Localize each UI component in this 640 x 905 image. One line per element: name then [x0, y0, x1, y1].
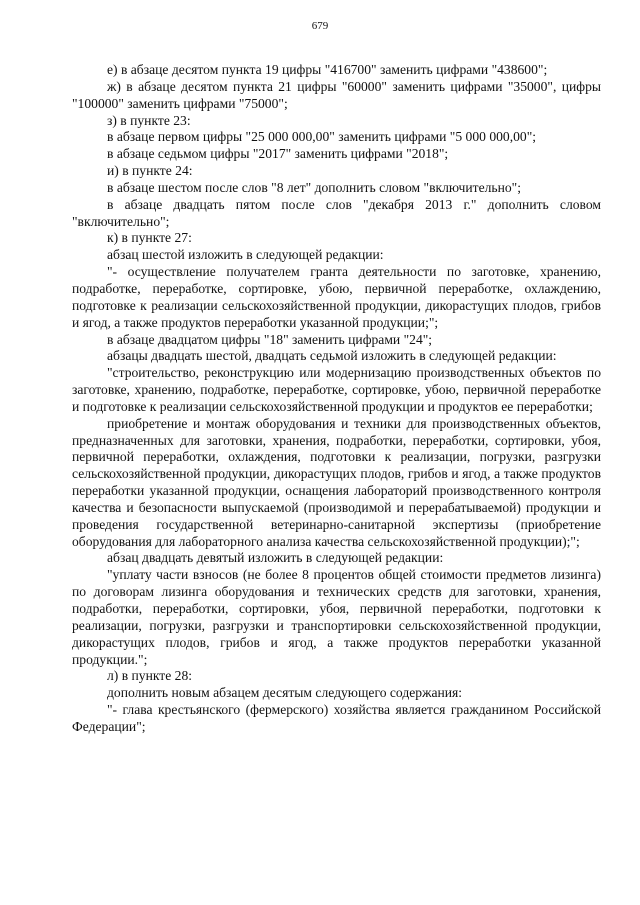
paragraph: "- глава крестьянского (фермерского) хозяйства является гражданином Российской Федерации";	[72, 702, 601, 734]
paragraph: дополнить новым абзацем десятым следующего содержания:	[107, 685, 463, 701]
paragraph: абзац шестой изложить в следующей редакции:	[107, 247, 384, 263]
paragraph: к) в пункте 27:	[107, 230, 192, 246]
page-number: 679	[311, 20, 329, 32]
paragraph: в абзаце двадцатом цифры "18" заменить цифрами "24";	[107, 331, 433, 347]
paragraph: в абзаце первом цифры "25 000 000,00" заменить цифрами "5 000 000,00";	[107, 129, 537, 145]
paragraph: "строительство, реконструкцию или модернизацию производственных объектов по заготовке, хранению, подработке, переработке, сортировке, убою, первичной переработке и подготовке к реализации сельскохозяйственной продукции и продуктов ее переработки;	[72, 365, 601, 414]
paragraph: абзац двадцать девятый изложить в следующей редакции:	[107, 550, 444, 566]
paragraph: л) в пункте 28:	[107, 668, 193, 684]
paragraph: "- осуществление получателем гранта деятельности по заготовке, хранению, подработке, переработке, сортировке, убою, первичной переработке, охлаждению, подготовке к реализации сельскохозяйственной продукции, дикорастущих плодов, грибов и ягод, а также продуктов переработки указанной продукции;";	[72, 264, 601, 330]
paragraph: ж) в абзаце десятом пункта 21 цифры "60000" заменить цифрами "35000", цифры "100000" заменить цифрами "75000";	[72, 78, 601, 111]
paragraph: в абзаце двадцать пятом после слов "декабря 2013 г." дополнить словом "включительно";	[72, 196, 601, 229]
paragraph: в абзаце шестом после слов "8 лет" дополнить словом "включительно";	[107, 179, 522, 195]
paragraph: "уплату части взносов (не более 8 процентов общей стоимости предметов лизинга) по договорам лизинга оборудования и технических средств для заготовки, хранения, подработки, переработки, сортировки, убоя, первичной переработки, подготовки к реализации, погрузки, разгрузки и транспортировки сельскохозяйственной продукции, дикорастущих плодов, грибов и ягод, а также продуктов переработки указанной продукции.";	[72, 567, 601, 667]
document-body	[72, 62, 601, 736]
paragraph: е) в абзаце десятом пункта 19 цифры "416700" заменить цифрами "438600";	[107, 62, 548, 77]
paragraph: абзацы двадцать шестой, двадцать седьмой изложить в следующей редакции:	[107, 348, 557, 364]
paragraph: в абзаце седьмом цифры "2017" заменить цифрами "2018";	[107, 146, 449, 162]
paragraph: и) в пункте 24:	[107, 163, 193, 179]
paragraph: приобретение и монтаж оборудования и техники для производственных объектов, предназначенных для заготовки, хранения, подработки, переработки, сортировки, убоя, первичной переработки, охлаждения, подготовки к реализации, погрузки, разгрузки сельскохозяйственной продукции, дикорастущих плодов, грибов и ягод, а также продуктов переработки указанной продукции, оснащения лабораторий производственного контроля качества и безопасности выпускаемой (производимой и перерабатываемой) продукции и проведения государственной ветеринарно-санитарной экспертизы (приобретение оборудования для лабораторного анализа качества сельскохозяйственной продукции);";	[72, 415, 601, 549]
paragraph: з) в пункте 23:	[107, 112, 191, 128]
